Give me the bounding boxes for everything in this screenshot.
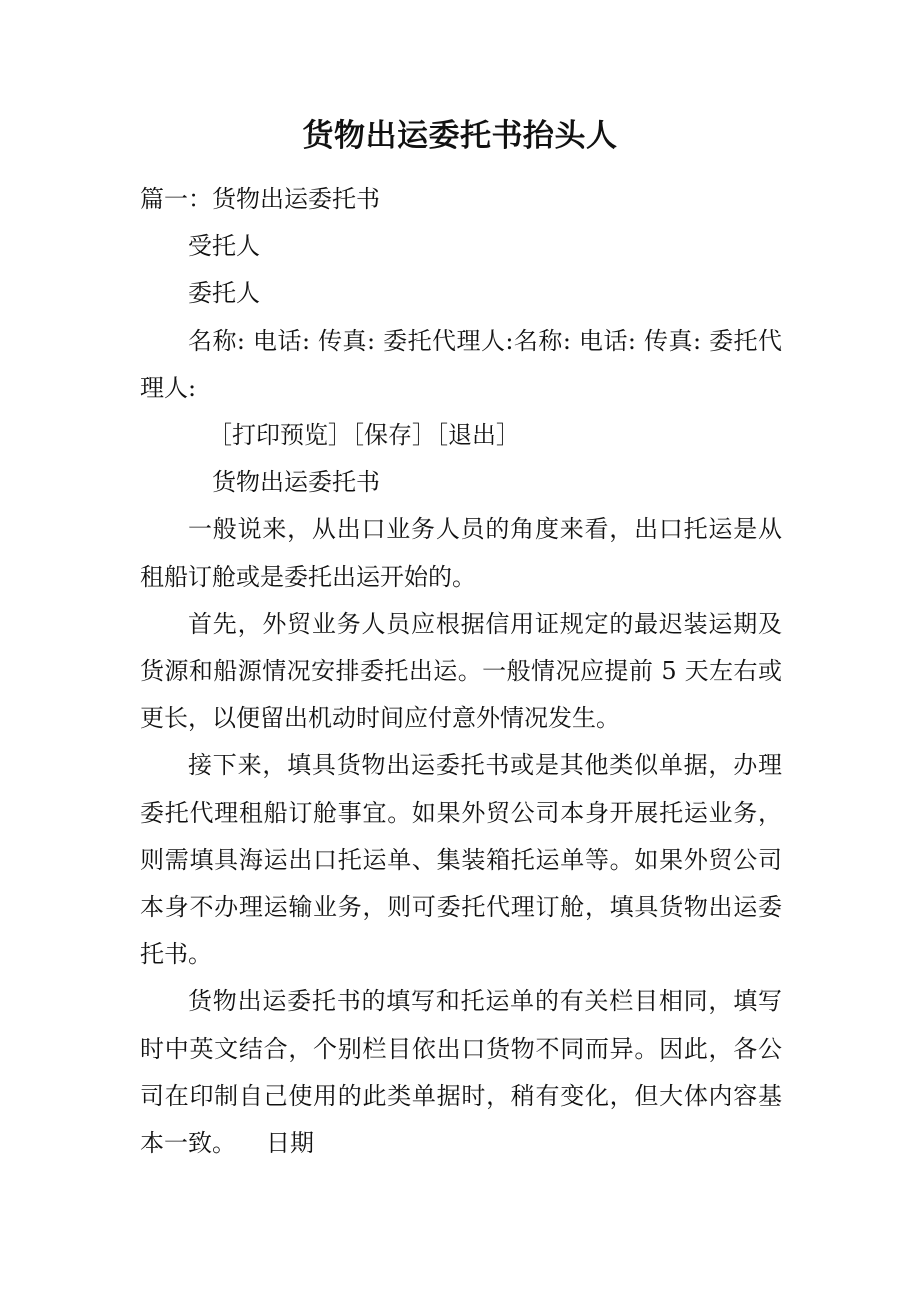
contact-fields-line: 名称: 电话: 传真: 委托代理人:名称: 电话: 传真: 委托代理人:	[140, 326, 782, 402]
date-label: 日期	[266, 1129, 314, 1158]
paragraph-1: 一般说来，从出口业务人员的角度来看，出口托运是从租船订舱或是委托出运开始的。	[140, 515, 782, 591]
trustee-line: 受托人	[188, 232, 260, 261]
form-subheading: 货物出运委托书	[212, 468, 380, 497]
section-heading: 篇一：货物出运委托书	[140, 185, 380, 213]
paragraph-4-text: 货物出运委托书的填写和托运单的有关栏目相同，填写时中英文结合，个别栏目依出口货物不同而异。因此，各公司在印制自己使用的此类单据时，稍有变化，但大体内容基本一致。	[140, 987, 782, 1158]
paragraph-3: 接下来，填具货物出运委托书或是其他类似单据，办理委托代理租船订舱事宜。如果外贸公司本身开展托运业务，则需填具海运出口托运单、集装箱托运单等。如果外贸公司本身不办理运输业务，则可委托代理订舱，填具货物出运委托书。	[140, 751, 782, 969]
document-body	[140, 176, 782, 1167]
paragraph-4	[140, 978, 782, 1167]
document-title: 货物出运委托书抬头人	[302, 118, 618, 154]
form-actions-line: ［打印预览］［保存］［退出］	[208, 421, 520, 450]
principal-line: 委托人	[188, 279, 260, 308]
paragraph-2: 首先，外贸业务人员应根据信用证规定的最迟装运期及货源和船源情况安排委托出运。一般情况应提前 5 天左右或更长，以便留出机动时间应付意外情况发生。	[140, 609, 782, 733]
